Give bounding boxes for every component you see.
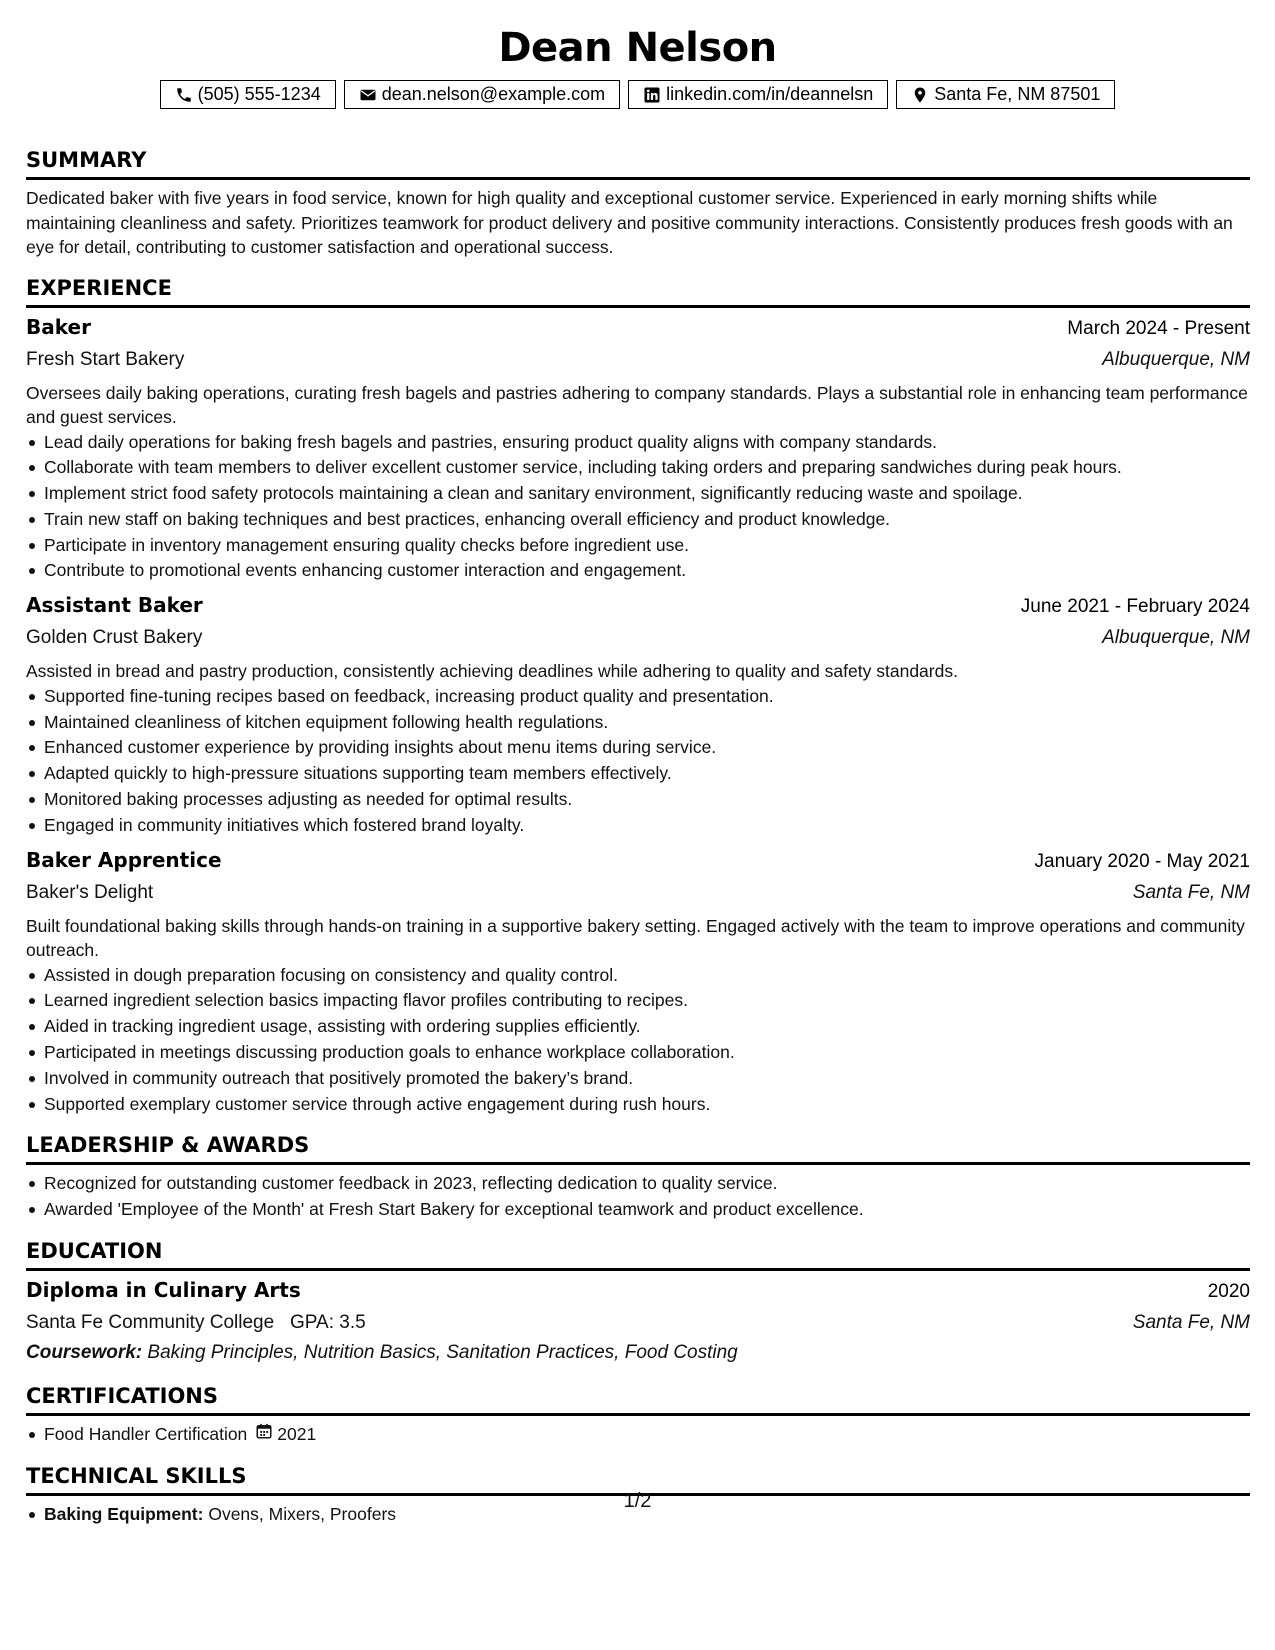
list-item: Implement strict food safety protocols maintaining a clean and sanitary environment, significantly reducing waste and spoilage. [26, 481, 1250, 507]
job-title: Assistant Baker [26, 593, 203, 618]
job-description: Assisted in bread and pastry production, consistently achieving deadlines while adhering to quality and safety standards. [26, 661, 958, 682]
list-item: Participated in meetings discussing production goals to enhance workplace collaboration. [26, 1040, 1250, 1066]
skill-value: Ovens, Mixers, Proofers [208, 1503, 397, 1524]
resume-body [26, 146, 1250, 1542]
page-number: 1/2 [623, 1490, 652, 1512]
job-location: Albuquerque, NM [1102, 348, 1250, 370]
job-company: Golden Crust Bakery [26, 627, 203, 649]
job-entry [26, 312, 1250, 585]
section-heading: TECHNICAL SKILLS [26, 1462, 1250, 1496]
list-item: Participate in inventory management ensuring quality checks before ingredient use. [26, 533, 1250, 559]
certifications-section [26, 1382, 1250, 1448]
job-title: Baker Apprentice [26, 847, 222, 872]
job-company: Fresh Start Bakery [26, 348, 185, 370]
education-section [26, 1237, 1250, 1368]
list-item: Involved in community outreach that positively promoted the bakery’s brand. [26, 1066, 1250, 1092]
degree-title: Diploma in Culinary Arts [26, 1277, 301, 1302]
list-item: Train new staff on baking techniques and best practices, enhancing overall efficiency and product knowledge. [26, 507, 1250, 533]
summary-text: Dedicated baker with five years in food service, known for high quality and exceptional customer service. Experienced in early morning shifts while maintaining cleanliness and safety. Prioritizes teamwork for product delivery and positive community interactions. Consistently produces fresh goods with an eye for detail, contributing to customer satisfaction and operational success. [26, 188, 1233, 257]
job-title: Baker [26, 314, 91, 339]
contact-location [896, 80, 1115, 109]
job-dates: June 2021 - February 2024 [1020, 596, 1250, 618]
section-heading: EXPERIENCE [26, 274, 1250, 308]
list-item: Adapted quickly to high-pressure situations supporting team members effectively. [26, 761, 1250, 787]
list-item: Supported exemplary customer service through active engagement during rush hours. [26, 1092, 1250, 1118]
job-description: Built foundational baking skills through hands-on training in a supportive bakery setting. Engaged actively with the team to improve operations and community outreach. [26, 915, 1245, 961]
section-heading: LEADERSHIP & AWARDS [26, 1131, 1250, 1165]
list-item: Monitored baking processes adjusting as needed for optimal results. [26, 787, 1250, 813]
list-item: Maintained cleanliness of kitchen equipment following health regulations. [26, 710, 1250, 736]
calendar-icon [255, 1422, 273, 1448]
list-item: Assisted in dough preparation focusing on consistency and quality control. [26, 963, 1250, 989]
coursework-label: Coursework: [26, 1341, 143, 1363]
contact-phone[interactable] [160, 80, 336, 109]
list-item: Engaged in community initiatives which fostered brand loyalty. [26, 813, 1250, 839]
job-bullets [26, 963, 1250, 1118]
certifications-list [26, 1422, 1250, 1448]
job-dates: March 2024 - Present [1067, 317, 1250, 339]
contact-bar [0, 80, 1275, 109]
job-entry [26, 590, 1250, 838]
linkedin-icon [643, 86, 661, 104]
contact-email[interactable] [344, 80, 620, 109]
graduation-year: 2020 [1207, 1280, 1250, 1302]
coursework-list: Baking Principles, Nutrition Basics, Sanitation Practices, Food Costing [147, 1341, 738, 1363]
list-item: Learned ingredient selection basics impacting flavor profiles contributing to recipes. [26, 988, 1250, 1014]
candidate-name: Dean Nelson [498, 25, 777, 71]
list-item: Aided in tracking ingredient usage, assisting with ordering supplies efficiently. [26, 1014, 1250, 1040]
contact-linkedin-text: linkedin.com/in/deannelsn [666, 84, 874, 104]
envelope-icon [359, 86, 377, 104]
school-line [26, 1307, 366, 1338]
contact-email-text: dean.nelson@example.com [381, 84, 606, 104]
list-item: Contribute to promotional events enhancing customer interaction and engagement. [26, 558, 1250, 584]
job-bullets [26, 430, 1250, 585]
contact-phone-text: (505) 555-1234 [197, 84, 321, 104]
gpa: GPA: 3.5 [290, 1311, 366, 1333]
job-bullets [26, 684, 1250, 839]
job-entry [26, 845, 1250, 1118]
awards-list [26, 1171, 1250, 1223]
summary-section [26, 146, 1250, 260]
contact-linkedin[interactable] [628, 80, 888, 109]
section-heading: CERTIFICATIONS [26, 1382, 1250, 1416]
list-item: Recognized for outstanding customer feedback in 2023, reflecting dedication to quality service. [26, 1171, 1250, 1197]
list-item: Lead daily operations for baking fresh bagels and pastries, ensuring product quality aligns with company standards. [26, 430, 1250, 456]
skill-label: Baking Equipment: [44, 1503, 204, 1524]
job-location: Albuquerque, NM [1102, 627, 1250, 649]
job-dates: January 2020 - May 2021 [1034, 850, 1250, 872]
school-location: Santa Fe, NM [1132, 1311, 1250, 1333]
cert-name: Food Handler Certification [44, 1423, 248, 1444]
list-item: Collaborate with team members to deliver excellent customer service, including taking orders and preparing sandwiches during peak hours. [26, 455, 1250, 481]
map-pin-icon [911, 86, 929, 104]
list-item: Supported fine-tuning recipes based on feedback, increasing product quality and presentation. [26, 684, 1250, 710]
contact-location-text: Santa Fe, NM 87501 [934, 84, 1101, 104]
job-location: Santa Fe, NM [1132, 881, 1250, 903]
cert-year: 2021 [277, 1423, 317, 1444]
section-heading: EDUCATION [26, 1237, 1250, 1271]
phone-icon [175, 86, 193, 104]
job-description: Oversees daily baking operations, curating fresh bagels and pastries adhering to company standards. Plays a substantial role in enhancing team performance and guest services. [26, 382, 1248, 427]
list-item: Enhanced customer experience by providing insights about menu items during service. [26, 735, 1250, 761]
school-name: Santa Fe Community College [26, 1311, 275, 1333]
coursework [26, 1338, 1250, 1368]
experience-section [26, 274, 1250, 1118]
section-heading: SUMMARY [26, 146, 1250, 180]
job-company: Baker's Delight [26, 881, 154, 903]
list-item [26, 1422, 1250, 1448]
awards-section [26, 1131, 1250, 1223]
list-item: Awarded 'Employee of the Month' at Fresh Start Bakery for exceptional teamwork and product excellence. [26, 1197, 1250, 1223]
